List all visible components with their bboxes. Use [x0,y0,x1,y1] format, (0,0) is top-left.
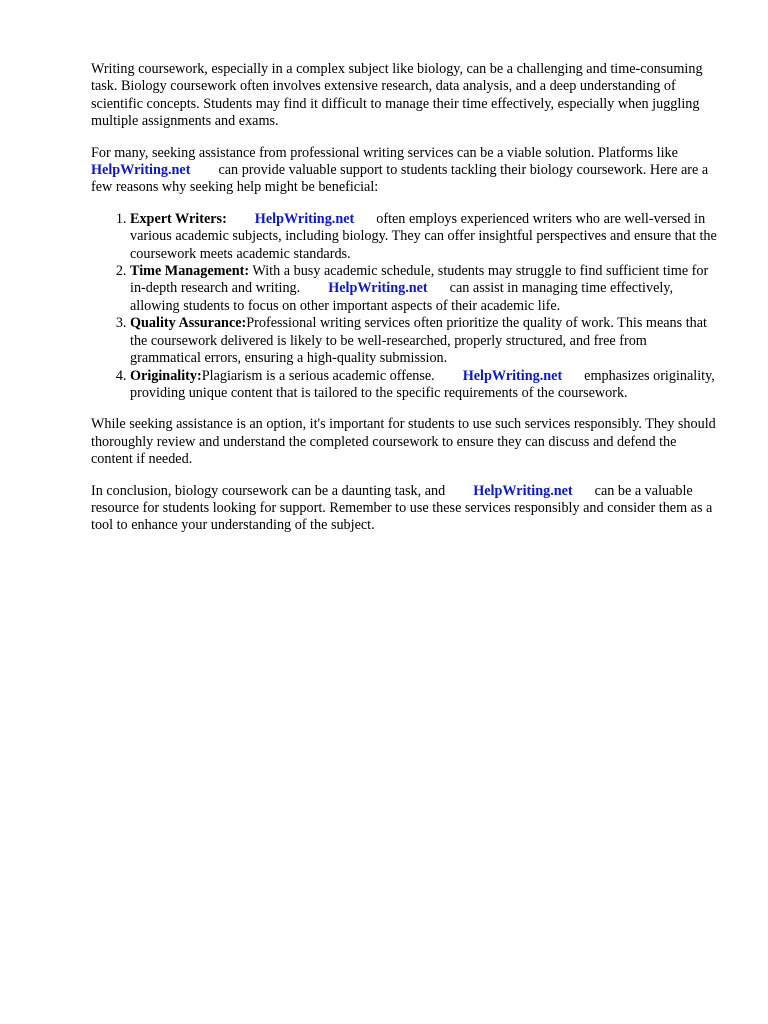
list-item-text: often employs experienced writers who are well-versed in various academic subjects, including biology. They can offer insightful perspectives and ensure that the coursework meets academic standards. [130,210,717,262]
conclusion-text-after: can be a valuable resource for students looking for support. Remember to use these services responsibly and consider them as a tool to enhance your understanding of the subject. [91,482,713,534]
list-item-title: Expert Writers: [130,210,227,227]
list-item-quality-assurance [130,315,718,367]
list-item-originality [130,368,718,403]
helpwriting-link[interactable]: HelpWriting.net [254,210,355,227]
platforms-text-before: For many, seeking assistance from professional writing services can be a viable solution. Platforms like [91,144,678,161]
list-item-expert-writers [130,211,718,263]
conclusion-paragraph [91,483,718,535]
responsibility-paragraph: While seeking assistance is an option, it's important for students to use such services responsibly. They should thoroughly review and understand the completed coursework to ensure they can discuss and defend the content if needed. [91,416,716,468]
list-item-title: Quality Assurance: [130,315,247,332]
helpwriting-link[interactable]: HelpWriting.net [91,162,191,179]
helpwriting-link[interactable]: HelpWriting.net [462,367,563,384]
list-item-text: can assist in managing time effectively, allowing students to focus on other important aspects of their academic life. [130,280,674,314]
intro-paragraph: Writing coursework, especially in a complex subject like biology, can be a challenging and time-consuming task. Biology coursework often involves extensive research, data analysis, and a deep understanding of scientific concepts. Students may find it difficult to manage their time effectively, especially when juggling multiple assignments and exams. [91,61,703,130]
list-item-title: Time Management: [130,263,250,280]
benefits-list [91,211,718,402]
list-item-time-management [130,263,718,315]
helpwriting-link[interactable]: HelpWriting.net [328,280,428,297]
list-item-text: emphasizes originality, providing unique content that is tailored to the specific requirements of the coursework. [130,367,715,401]
platforms-text-after: can provide valuable support to students tackling their biology coursework. Here are a few reasons why seeking help might be beneficial: [91,162,709,196]
conclusion-text-before: In conclusion, biology coursework can be a daunting task, and [91,482,446,499]
list-item-title: Originality: [130,367,202,384]
list-item-text: Plagiarism is a serious academic offense. [201,367,435,384]
list-item-text: With a busy academic schedule, students may struggle to find sufficient time for in-depth research and writing. [130,263,709,297]
platforms-paragraph [91,145,718,197]
list-item-text: Professional writing services often prioritize the quality of work. This means that the coursework delivered is likely to be well-researched, properly structured, and free from grammatical errors, ensuring a high-quality submission. [130,315,707,367]
helpwriting-link[interactable]: HelpWriting.net [473,482,573,499]
